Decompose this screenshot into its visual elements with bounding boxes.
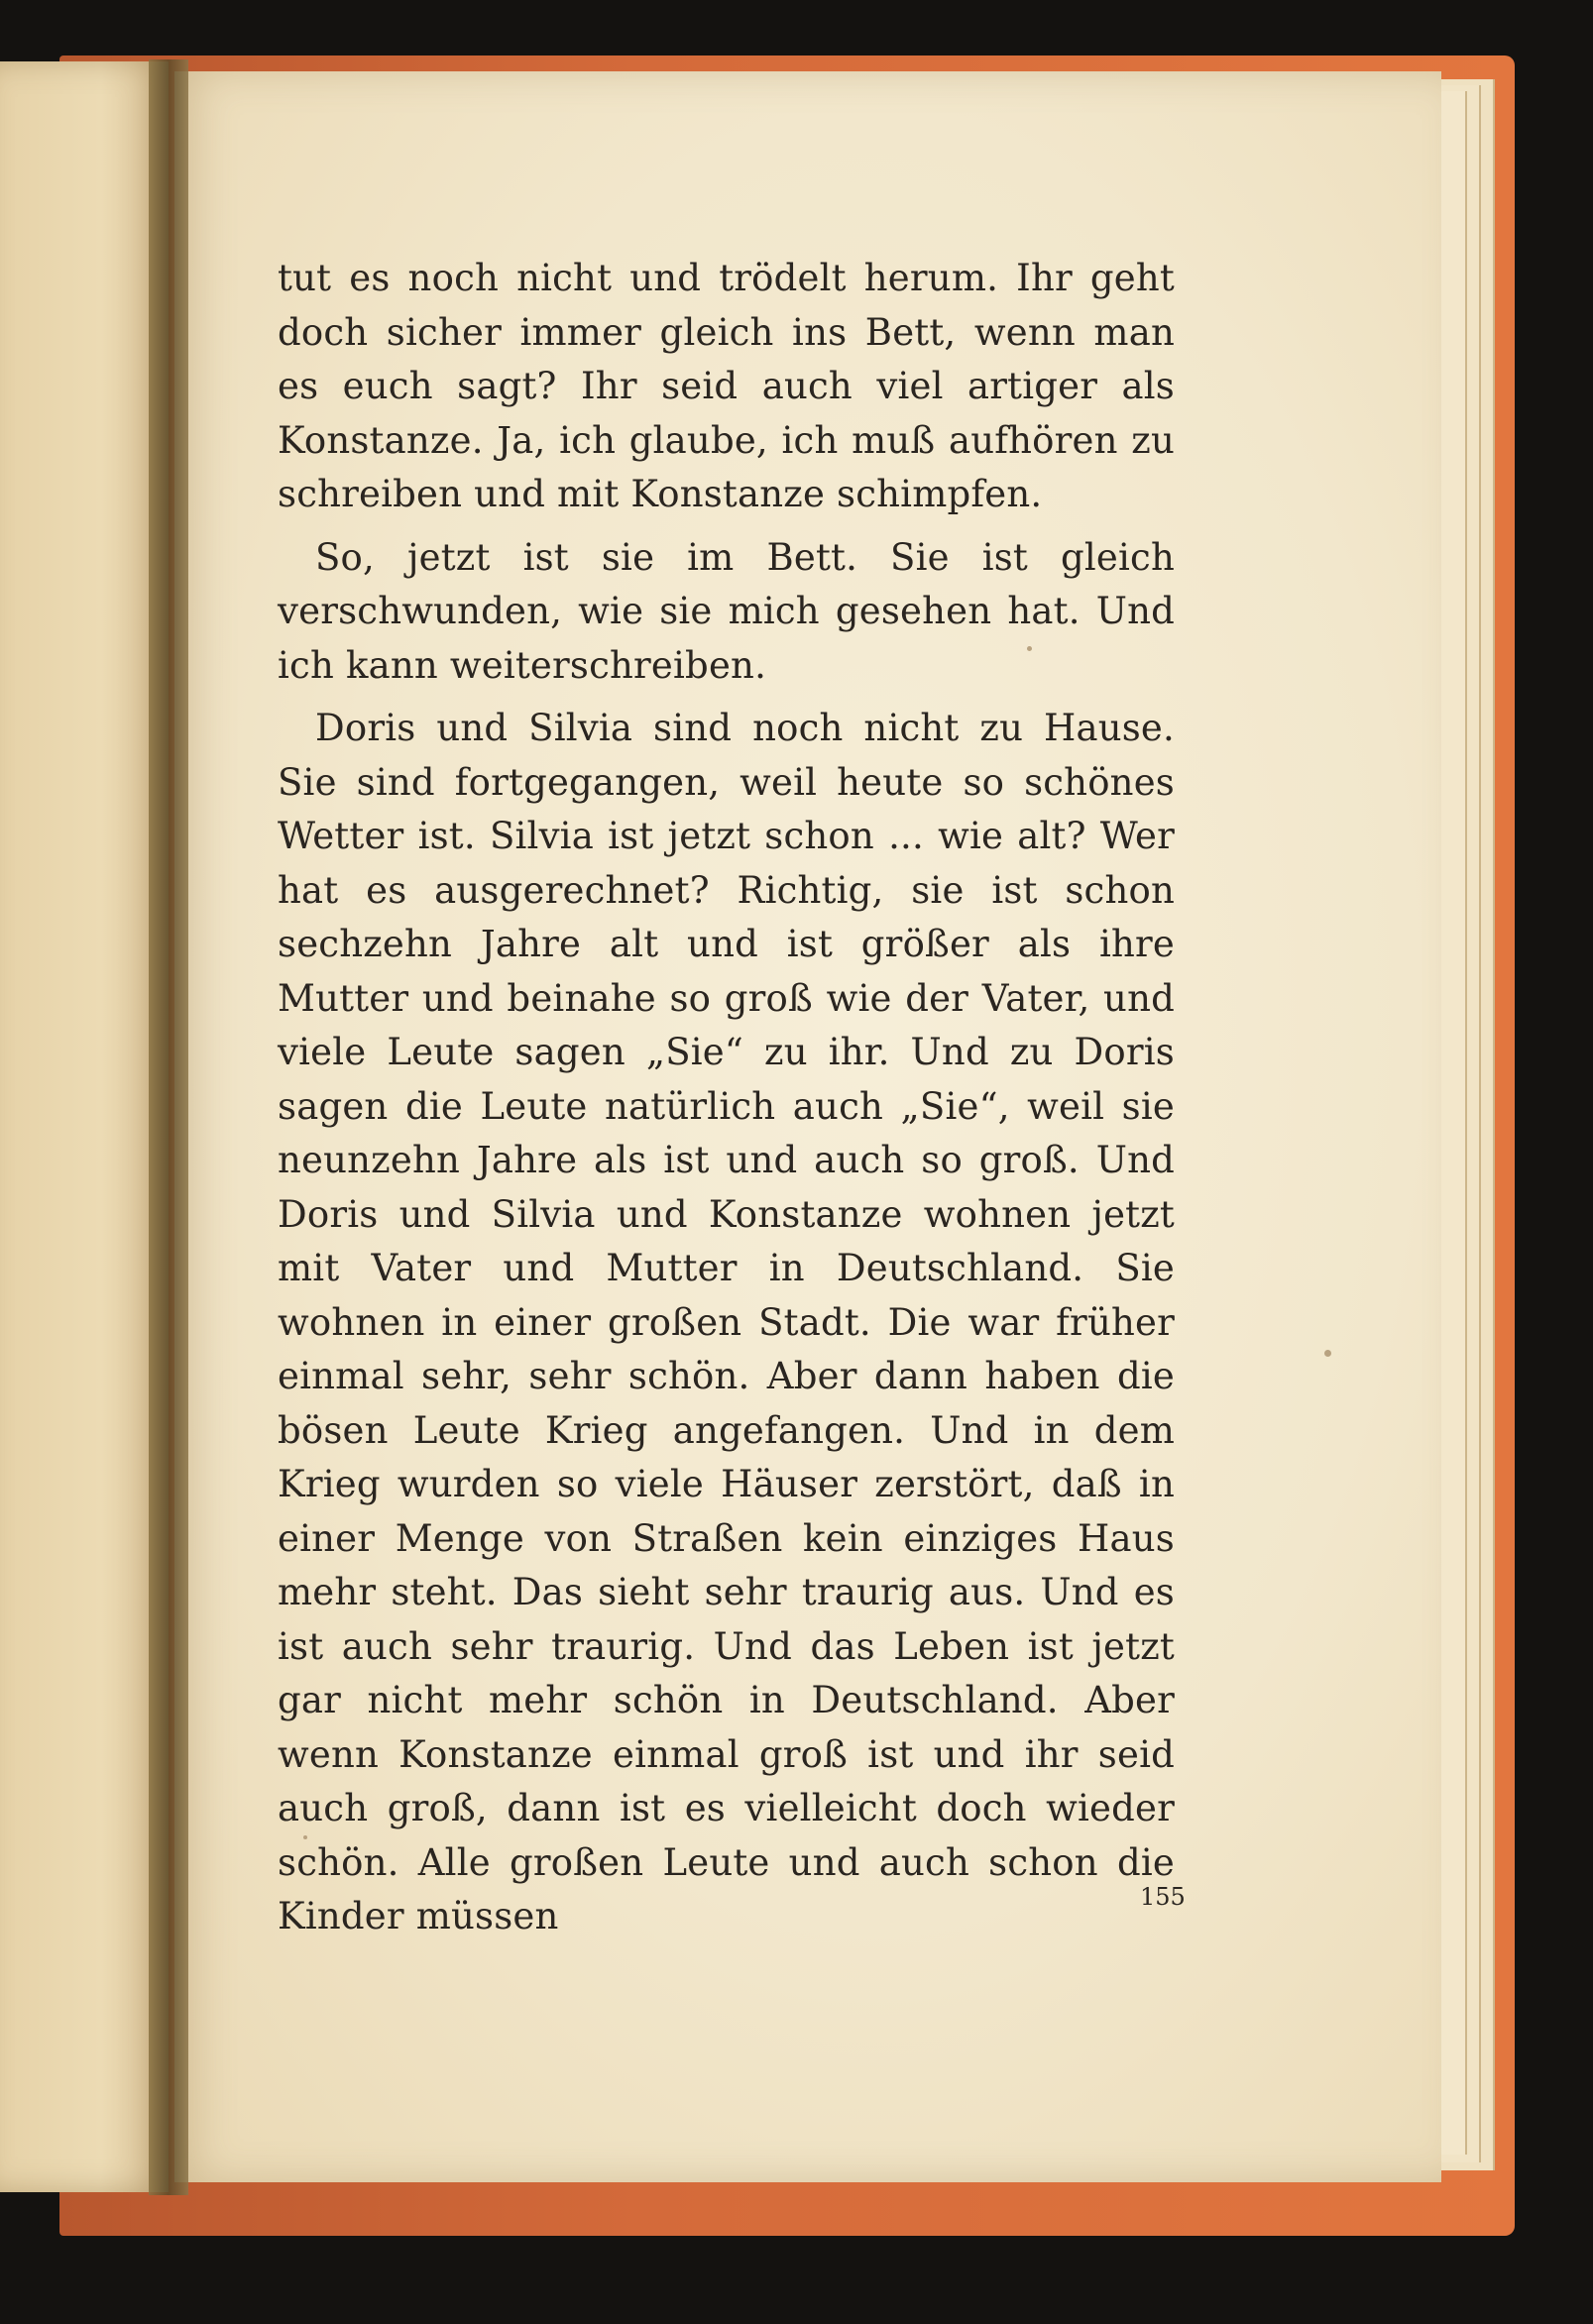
page-text [278,252,1175,1953]
paragraph: Doris und Silvia sind noch nicht zu Hause. Sie sind fortgegangen, weil heute so schönes Wetter ist. Silvia ist jetzt schon ... wie alt? Wer hat es ausgerechnet? Richtig, sie ist schon sechzehn Jahre alt und ist größer als ihre Mutter und beinahe so groß wie der Vater, und viele Leute sagen „Sie“ zu ihr. Und zu Doris sagen die Leute natürlich auch „Sie“, weil sie neunzehn Jahre als ist und auch so groß. Und Doris und Silvia und Konstanze wohnen jetzt mit Vater und Mutter in Deutschland. Sie wohnen in einer großen Stadt. Die war früher einmal sehr, sehr schön. Aber dann haben die bösen Leute Krieg angefangen. Und in dem Krieg wurden so viele Häuser zerstört, daß in einer Menge von Straßen kein einziges Haus mehr steht. Das sieht sehr traurig aus. Und es ist auch sehr traurig. Und das Leben ist jetzt gar nicht mehr schön in Deutschland. Aber wenn Konstanze einmal groß ist und ihr seid auch groß, dann ist es vielleicht doch wieder schön. Alle großen Leute und auch schon die Kinder müssen [278,707,1175,1937]
paragraph: tut es noch nicht und trödelt herum. Ihr geht doch sicher immer gleich ins Bett, wenn man es euch sagt? Ihr seid auch viel artiger als Konstanze. Ja, ich glaube, ich muß aufhören zu schreiben und mit Konstanze schimpfen. [278,257,1175,515]
page-number: 155 [1140,1883,1186,1911]
paragraph: So, jetzt ist sie im Bett. Sie ist gleich verschwunden, wie sie mich gesehen hat. Und ich kann weiterschreiben. [278,535,1175,687]
paper-speck [1324,1350,1331,1357]
book-gutter [149,59,188,2195]
left-page [0,61,169,2192]
